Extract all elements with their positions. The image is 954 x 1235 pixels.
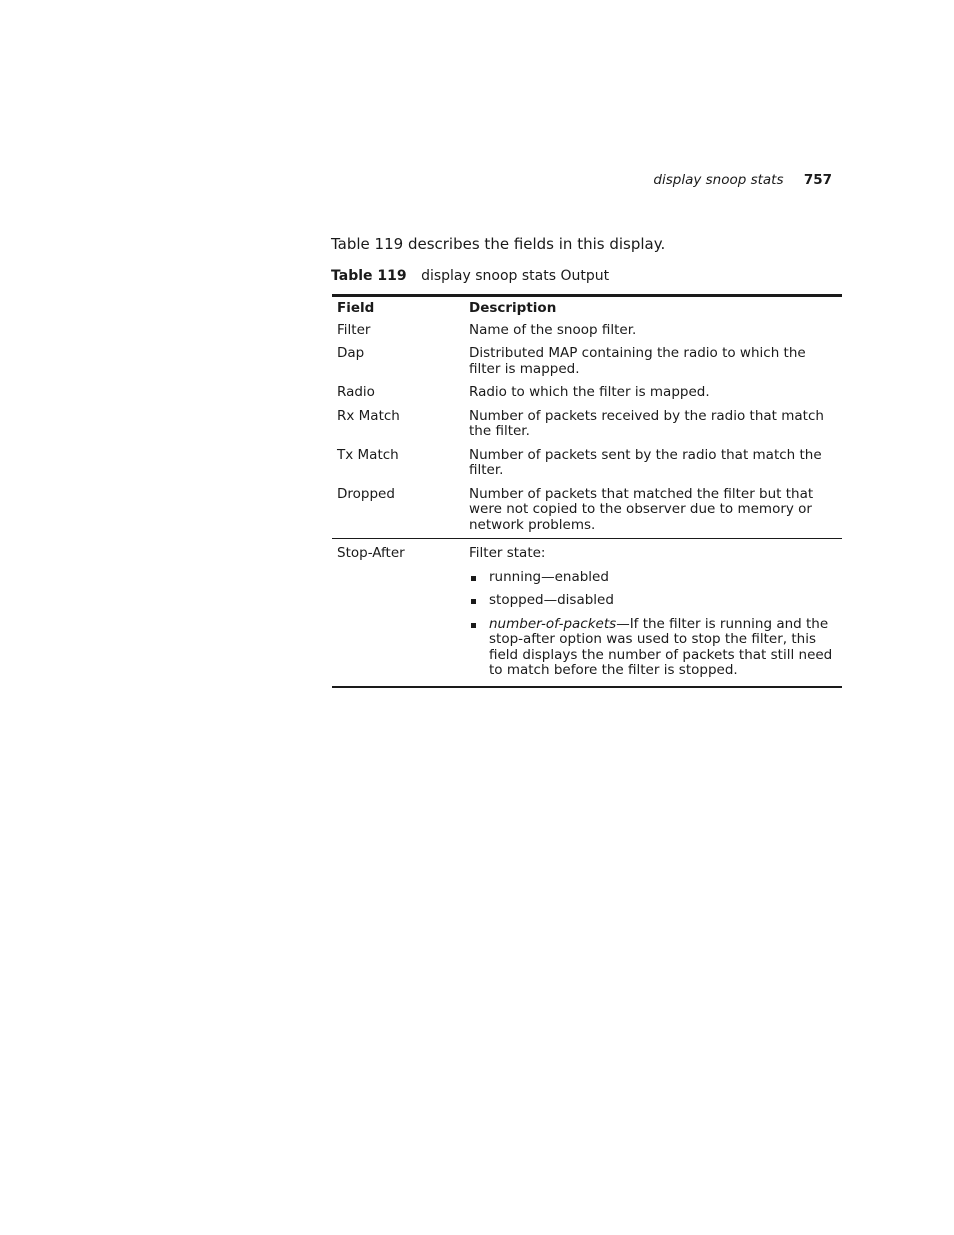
field-cell: Tx Match: [337, 446, 399, 463]
table-caption-label: Table 119: [331, 268, 407, 284]
description-cell: Radio to which the filter is mapped.: [469, 384, 710, 400]
description-cell: Distributed MAP containing the radio to which the filter is mapped.: [469, 345, 806, 377]
square-bullet-icon: [471, 623, 476, 628]
table-row-stop-after: [332, 539, 842, 687]
table-row: [332, 483, 842, 539]
list-item: [469, 617, 837, 679]
table-row: [332, 342, 842, 381]
list-item: [469, 570, 837, 586]
column-header-description: Description: [469, 300, 557, 316]
table-row: [332, 405, 842, 444]
page-number: 757: [803, 172, 832, 188]
field-cell: Rx Match: [337, 407, 400, 424]
square-bullet-icon: [471, 576, 476, 581]
field-cell: Stop-After: [337, 545, 405, 561]
field-cell: Filter: [337, 321, 371, 338]
table-caption-title: display snoop stats Output: [421, 268, 610, 284]
description-cell: Number of packets received by the radio that match the filter.: [469, 407, 824, 439]
state-text: —If the filter is running and the stop-after option was used to stop the filter, this field displays the number of packets that still need to match before the filter is stopped.: [489, 615, 833, 678]
description-cell: Number of packets sent by the radio that match the filter.: [469, 446, 822, 478]
table-caption: [331, 268, 609, 284]
description-cell: Number of packets that matched the filter but that were not copied to the observer due to memory or network problems.: [469, 485, 814, 533]
state-text: running—enabled: [489, 568, 609, 585]
field-cell: Dap: [337, 345, 365, 361]
table-header-row: [332, 296, 842, 319]
fields-table: [332, 294, 842, 688]
header-section-name: display snoop stats: [653, 172, 784, 188]
column-header-field: Field: [337, 300, 375, 316]
filter-state-list: [469, 570, 837, 679]
description-cell: [464, 539, 842, 687]
description-cell: Name of the snoop filter.: [469, 321, 637, 338]
state-term: number-of-packets: [489, 615, 617, 632]
list-item: [469, 593, 837, 609]
field-cell: Radio: [337, 384, 375, 400]
table-row: [332, 381, 842, 405]
field-cell: Dropped: [337, 485, 395, 502]
state-text: stopped—disabled: [489, 592, 614, 608]
stop-after-intro: Filter state:: [469, 545, 546, 561]
running-header: [653, 172, 832, 188]
intro-paragraph: Table 119 describes the fields in this display.: [331, 235, 666, 253]
table-row: [332, 444, 842, 483]
square-bullet-icon: [471, 599, 476, 604]
table-row: [332, 319, 842, 343]
